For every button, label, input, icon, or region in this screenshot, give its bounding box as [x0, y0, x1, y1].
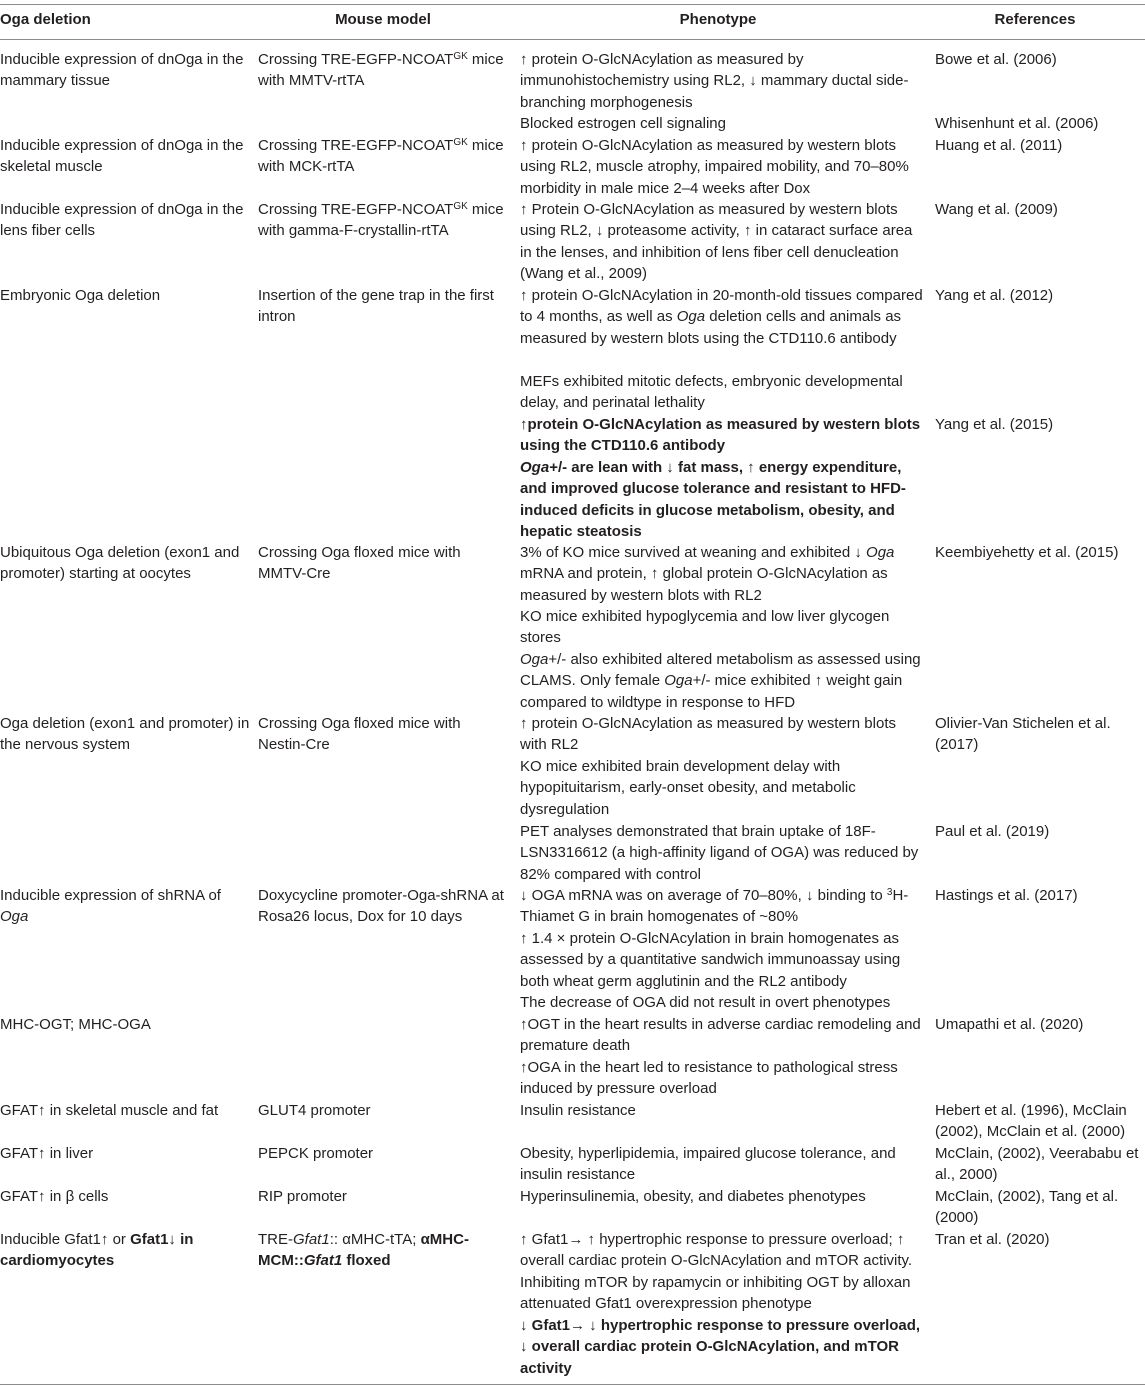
row8-phenotype-2: ↑OGA in the heart led to resistance to pathological stress induced by pressure overload — [520, 1059, 898, 1098]
row11-mouse-model: RIP promoter — [258, 1188, 347, 1205]
row5-reference-1: Keembiyehetty et al. (2015) — [935, 544, 1119, 561]
row1-oga-deletion: Inducible expression of dnOga in the mammary tissue — [0, 51, 244, 90]
row7-phenotype-3: The decrease of OGA did not result in overt phenotypes — [520, 994, 891, 1011]
row6-phenotype-1: ↑ protein O-GlcNAcylation as measured by western blots with RL2 — [520, 715, 896, 754]
row4-phenotype-3: ↑protein O-GlcNAcylation as measured by western blots using the CTD110.6 antibody — [520, 416, 921, 455]
header-rule — [0, 39, 1145, 40]
row6-oga-deletion: Oga deletion (exon1 and promoter) in the nervous system — [0, 715, 250, 754]
row12-phenotype-3: ↓ Gfat1→ ↓ hypertrophic response to pressure overload, ↓ overall cardiac protein O-GlcNAcylation, and mTOR activity — [520, 1317, 921, 1377]
row4-oga-deletion: Embryonic Oga deletion — [0, 287, 161, 304]
row5-mouse-model: Crossing Oga floxed mice with MMTV-Cre — [258, 544, 461, 583]
row4-phenotype-2: MEFs exhibited mitotic defects, embryonic developmental delay, and perinatal lethality — [520, 373, 903, 412]
table-bottom-rule — [0, 1384, 1145, 1385]
row4-phenotype-4: Oga+/- are lean with ↓ fat mass, ↑ energy expenditure, and improved glucose tolerance and resistant to HFD-induced deficits in glucose metabolism, obesity, and hepatic steatosis — [520, 459, 906, 541]
row10-phenotype-1: Obesity, hyperlipidemia, impaired glucose tolerance, and insulin resistance — [520, 1145, 896, 1184]
row6-mouse-model: Crossing Oga floxed mice with Nestin-Cre — [258, 715, 461, 754]
column-header-oga-deletion: Oga deletion — [0, 11, 91, 28]
row1-mouse-model: Crossing TRE-$EGFP-NCOAT^{GK}$ mice with MMTV-rtTA — [258, 51, 508, 90]
row12-phenotype-1: ↑ Gfat1→ ↑ hypertrophic response to pressure overload; ↑ overall cardiac protein O-GlcNAcylation and mTOR activity. — [520, 1231, 913, 1270]
row6-reference-2: Paul et al. (2019) — [935, 823, 1050, 840]
row7-oga-deletion: Inducible expression of shRNA of Oga — [0, 887, 226, 926]
column-header-phenotype: Phenotype — [679, 11, 757, 28]
row1-reference-2: Whisenhunt et al. (2006) — [935, 115, 1099, 132]
row7-phenotype-1: ↓ OGA mRNA was on average of 70–80%, ↓ binding to $^3$H-Thiamet G in brain homogenates of ~80% — [520, 887, 909, 926]
row9-phenotype-1: Insulin resistance — [520, 1102, 636, 1119]
row6-reference-1: Olivier-Van Stichelen et al. (2017) — [935, 715, 1111, 754]
row5-phenotype-2: KO mice exhibited hypoglycemia and low liver glycogen stores — [520, 608, 890, 647]
row1-phenotype-1: ↑ protein O-GlcNAcylation as measured by immunohistochemistry using RL2, ↓ mammary ductal side-branching morphogenesis — [520, 51, 909, 111]
row8-reference-1: Umapathi et al. (2020) — [935, 1016, 1084, 1033]
row10-reference-1: McClain, (2002), Veerababu et al., 2000) — [935, 1145, 1139, 1184]
row9-mouse-model: GLUT4 promoter — [258, 1102, 371, 1119]
table-top-rule — [0, 4, 1145, 5]
row6-phenotype-3: PET analyses demonstrated that brain uptake of 18F-LSN3316612 (a high-affinity ligand of OGA) was reduced by 82% compared with control — [520, 823, 919, 883]
row8-oga-deletion: MHC-OGT; MHC-OGA — [0, 1016, 151, 1033]
row5-phenotype-3: Oga+/- also exhibited altered metabolism as assessed using CLAMS. Only female Oga+/- mice exhibited ↑ weight gain compared to wildtype in response to HFD — [520, 651, 925, 711]
row5-phenotype-1: 3% of KO mice survived at weaning and exhibited ↓ Oga mRNA and protein, ↑ global protein O-GlcNAcylation as measured by western blots with RL2 — [520, 544, 899, 604]
row3-mouse-model: Crossing TRE-$EGFP-NCOAT^{GK}$ mice with gamma-F-crystallin-rtTA — [258, 201, 508, 240]
row2-oga-deletion: Inducible expression of dnOga in the skeletal muscle — [0, 137, 244, 176]
row6-phenotype-2: KO mice exhibited brain development delay with hypopituitarism, early-onset obesity, and metabolic dysregulation — [520, 758, 856, 818]
row4-reference-1: Yang et al. (2012) — [935, 287, 1054, 304]
row2-mouse-model: Crossing TRE-$EGFP-NCOAT^{GK}$ mice with MCK-rtTA — [258, 137, 508, 176]
row3-phenotype-1: ↑ Protein O-GlcNAcylation as measured by western blots using RL2, ↓ proteasome activity, ↑ in cataract surface area in the lenses, and inhibition of lens fiber cell denucleation (Wang et al., 2009) — [520, 201, 913, 283]
row12-mouse-model: TRE-Gfat1:: αMHC-tTA; αMHC-MCM::Gfat1 floxed — [258, 1231, 469, 1270]
row7-phenotype-2: ↑ 1.4 × protein O-GlcNAcylation in brain homogenates as assessed by a quantitative sandwich immunoassay using both wheat germ agglutinin and the RL2 antibody — [520, 930, 901, 990]
row2-phenotype-1: ↑ protein O-GlcNAcylation as measured by western blots using RL2, muscle atrophy, impaired mobility, and 70–80% morbidity in male mice 2–4 weeks after Dox — [520, 137, 909, 197]
row12-oga-deletion: Inducible Gfat1↑ or Gfat1↓ in cardiomyocytes — [0, 1231, 198, 1270]
row11-oga-deletion: GFAT↑ in β cells — [0, 1188, 109, 1205]
row3-oga-deletion: Inducible expression of dnOga in the lens fiber cells — [0, 201, 244, 240]
row1-phenotype-2: Blocked estrogen cell signaling — [520, 115, 726, 132]
row12-phenotype-2: Inhibiting mTOR by rapamycin or inhibiting OGT by alloxan attenuated Gfat1 overexpression phenotype — [520, 1274, 911, 1313]
row10-oga-deletion: GFAT↑ in liver — [0, 1145, 94, 1162]
row1-reference-1: Bowe et al. (2006) — [935, 51, 1057, 68]
row3-reference-1: Wang et al. (2009) — [935, 201, 1058, 218]
row11-reference-1: McClain, (2002), Tang et al. (2000) — [935, 1188, 1119, 1227]
row9-oga-deletion: GFAT↑ in skeletal muscle and fat — [0, 1102, 219, 1119]
row12-reference-1: Tran et al. (2020) — [935, 1231, 1050, 1248]
column-header-references: References — [994, 11, 1076, 28]
column-header-mouse-model: Mouse model — [335, 11, 431, 28]
row4-phenotype-1: ↑ protein O-GlcNAcylation in 20-month-old tissues compared to 4 months, as well as Oga deletion cells and animals as measured by western blots using the CTD110.6 antibody — [520, 287, 927, 347]
row2-reference-1: Huang et al. (2011) — [935, 137, 1063, 154]
row8-phenotype-1: ↑OGT in the heart results in adverse cardiac remodeling and premature death — [520, 1016, 921, 1055]
row4-reference-2: Yang et al. (2015) — [935, 416, 1054, 433]
row10-mouse-model: PEPCK promoter — [258, 1145, 374, 1162]
row4-mouse-model: Insertion of the gene trap in the first intron — [258, 287, 494, 326]
row7-mouse-model: Doxycycline promoter-Oga-shRNA at Rosa26 locus, Dox for 10 days — [258, 887, 504, 926]
row7-reference-1: Hastings et al. (2017) — [935, 887, 1078, 904]
row5-oga-deletion: Ubiquitous Oga deletion (exon1 and promoter) starting at oocytes — [0, 544, 240, 583]
row11-phenotype-1: Hyperinsulinemia, obesity, and diabetes phenotypes — [520, 1188, 866, 1205]
row9-reference-1: Hebert et al. (1996), McClain (2002), McClain et al. (2000) — [935, 1102, 1127, 1141]
